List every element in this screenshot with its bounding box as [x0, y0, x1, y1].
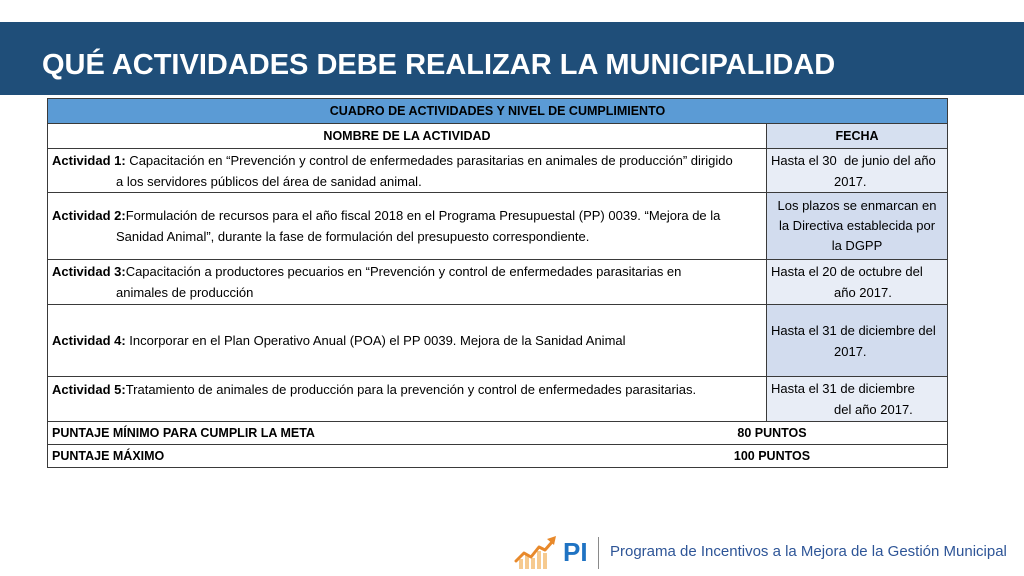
activity-date-line: 2017.	[834, 173, 867, 189]
activity-text-line: Sanidad Animal”, durante la fase de formulación del presupuesto correspondiente.	[116, 229, 590, 244]
activity-row	[48, 193, 948, 260]
column-header-date: FECHA	[767, 124, 948, 149]
score-row-minimum	[48, 422, 948, 445]
activity-date	[767, 305, 948, 377]
activity-description	[48, 305, 767, 377]
score-cell	[48, 422, 948, 445]
score-value: 100 PUNTOS	[733, 448, 811, 463]
activity-date-line: Hasta el 31 de diciembre del	[771, 322, 936, 338]
activity-description	[48, 377, 767, 422]
score-label: PUNTAJE MÁXIMO	[52, 448, 165, 463]
activity-date-line: Hasta el 20 de octubre del	[771, 264, 923, 279]
activity-text-line: Capacitación en “Prevención y control de enfermedades parasitarias en animales de producción” dirigido	[125, 152, 733, 168]
activity-label: Actividad 1:	[52, 152, 126, 168]
activity-date-line: 2017.	[834, 343, 867, 359]
table-caption: CUADRO DE ACTIVIDADES Y NIVEL DE CUMPLIMIENTO	[48, 99, 948, 124]
activity-description	[48, 193, 767, 260]
activity-row	[48, 377, 948, 422]
activity-date	[767, 260, 948, 305]
program-name: Programa de Incentivos a la Mejora de la Gestión Municipal	[610, 543, 1007, 560]
activity-date	[767, 193, 948, 260]
activity-date	[767, 377, 948, 422]
activity-date-line: Hasta el 31 de diciembre	[771, 381, 915, 396]
activity-date-line: Los plazos se enmarcan en	[777, 198, 937, 213]
score-cell	[48, 445, 948, 468]
activity-date-line: del año 2017.	[834, 402, 913, 417]
score-row-maximum	[48, 445, 948, 468]
rising-chart-icon	[514, 534, 558, 570]
activity-date-line: la DGPP	[831, 238, 883, 253]
activities-table	[47, 98, 948, 468]
activity-text-line: animales de producción	[116, 285, 254, 300]
activity-label: Actividad 4:	[52, 333, 126, 348]
activity-row	[48, 305, 948, 377]
table-caption-row	[48, 99, 948, 124]
activity-date-line: año 2017.	[834, 285, 892, 300]
activity-label: Actividad 3:	[52, 264, 126, 279]
column-header-activity: NOMBRE DE LA ACTIVIDAD	[48, 124, 767, 149]
logo-text: PI	[563, 537, 588, 567]
activity-date	[767, 149, 948, 193]
activity-date-line: la Directiva establecida por	[778, 218, 936, 233]
activity-description	[48, 149, 767, 193]
activity-date-line: Hasta el 30 de junio del año	[771, 152, 936, 168]
activity-label: Actividad 5:	[52, 382, 126, 397]
slide-title: QUÉ ACTIVIDADES DEBE REALIZAR LA MUNICIPALIDAD	[42, 49, 836, 81]
activity-text-line: Capacitación a productores pecuarios en “Prevención y control de enfermedades parasitarias en	[125, 264, 682, 279]
activity-text-line: Tratamiento de animales de producción para la prevención y control de enfermedades parasitarias.	[125, 382, 697, 397]
logo-divider	[598, 537, 599, 569]
activity-text-line: Formulación de recursos para el año fiscal 2018 en el Programa Presupuestal (PP) 0039. “Mejora de la	[125, 208, 721, 223]
activity-description	[48, 260, 767, 305]
activity-row	[48, 260, 948, 305]
title-banner	[0, 22, 1024, 95]
score-label: PUNTAJE MÍNIMO PARA CUMPLIR LA META	[52, 425, 315, 440]
score-value: 80 PUNTOS	[737, 425, 807, 440]
activity-text-line: a los servidores públicos del área de sanidad animal.	[116, 173, 422, 189]
activity-text-line: Incorporar en el Plan Operativo Anual (POA) el PP 0039. Mejora de la Sanidad Animal	[125, 333, 626, 348]
activity-row	[48, 149, 948, 193]
activity-label: Actividad 2:	[52, 208, 126, 223]
table-header-row	[48, 124, 948, 149]
